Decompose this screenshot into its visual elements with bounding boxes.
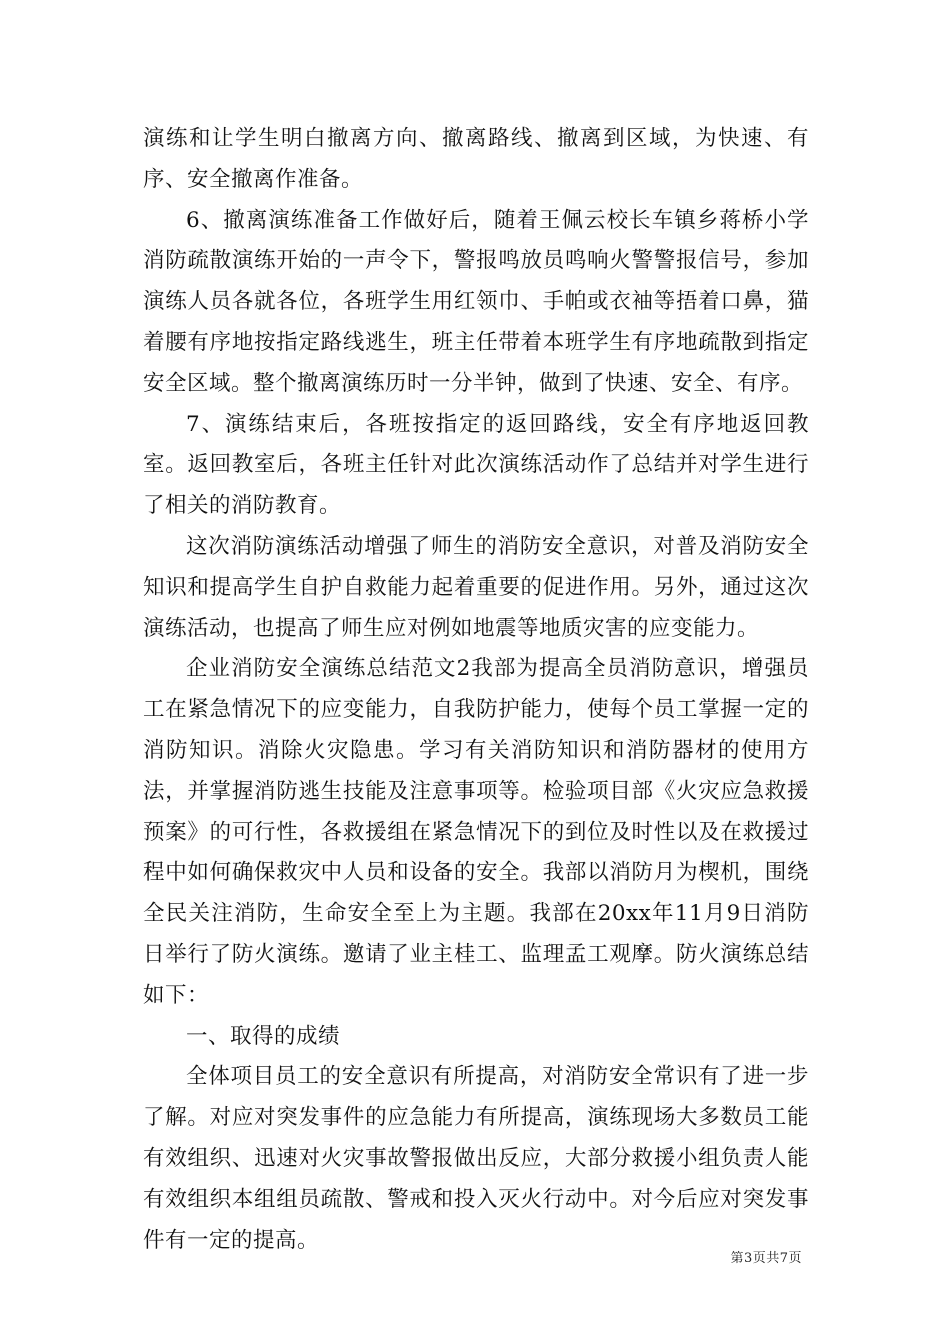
paragraph-continuation: 演练和让学生明白撤离方向、撤离路线、撤离到区域，为快速、有序、安全撤离作准备。 xyxy=(143,126,809,192)
document-body xyxy=(143,119,809,1261)
paragraph-step-7: 7、演练结束后，各班按指定的返回路线，安全有序地返回教室。返回教室后，各班主任针对此次演练活动作了总结并对学生进行了相关的消防教育。 xyxy=(143,411,809,519)
paragraph-step-6: 6、撤离演练准备工作做好后，随着王佩云校长车镇乡蒋桥小学消防疏散演练开始的一声令下，警报鸣放员鸣响火警警报信号，参加演练人员各就各位，各班学生用红领巾、手帕或衣袖等捂着口鼻，猫着腰有序地按指定路线逃生，班主任带着本班学生有序地疏散到指定安全区域。整个撤离演练历时一分半钟，做到了快速、安全、有序。 xyxy=(143,207,809,396)
page-number: 第3页共7页 xyxy=(730,1251,802,1266)
paragraph-summary: 这次消防演练活动增强了师生的消防安全意识，对普及消防安全知识和提高学生自护自救能力起着重要的促进作用。另外，通过这次演练活动，也提高了师生应对例如地震等地质灾害的应变能力。 xyxy=(143,533,809,641)
paragraph-achievements: 全体项目员工的安全意识有所提高，对消防安全常识有了进一步了解。对应对突发事件的应急能力有所提高，演练现场大多数员工能有效组织、迅速对火灾事故警报做出反应，大部分救援小组负责人能有效组织本组组员疏散、警戒和投入灭火行动中。对今后应对突发事件有一定的提高。 xyxy=(143,1064,809,1253)
section-heading-achievements: 一、取得的成绩 xyxy=(186,1023,341,1049)
paragraph-enterprise-intro: 企业消防安全演练总结范文2我部为提高全员消防意识，增强员工在紧急情况下的应变能力，自我防护能力，使每个员工掌握一定的消防知识。消除火灾隐患。学习有关消防知识和消防器材的使用方法，并掌握消防逃生技能及注意事项等。检验项目部《火灾应急救援预案》的可行性，各救援组在紧急情况下的到位及时性以及在救援过程中如何确保救灾中人员和设备的安全。我部以消防月为楔机，围绕全民关注消防，生命安全至上为主题。我部在20xx年11月9日消防日举行了防火演练。邀请了业主桂工、监理孟工观摩。防火演练总结如下： xyxy=(143,656,809,1008)
